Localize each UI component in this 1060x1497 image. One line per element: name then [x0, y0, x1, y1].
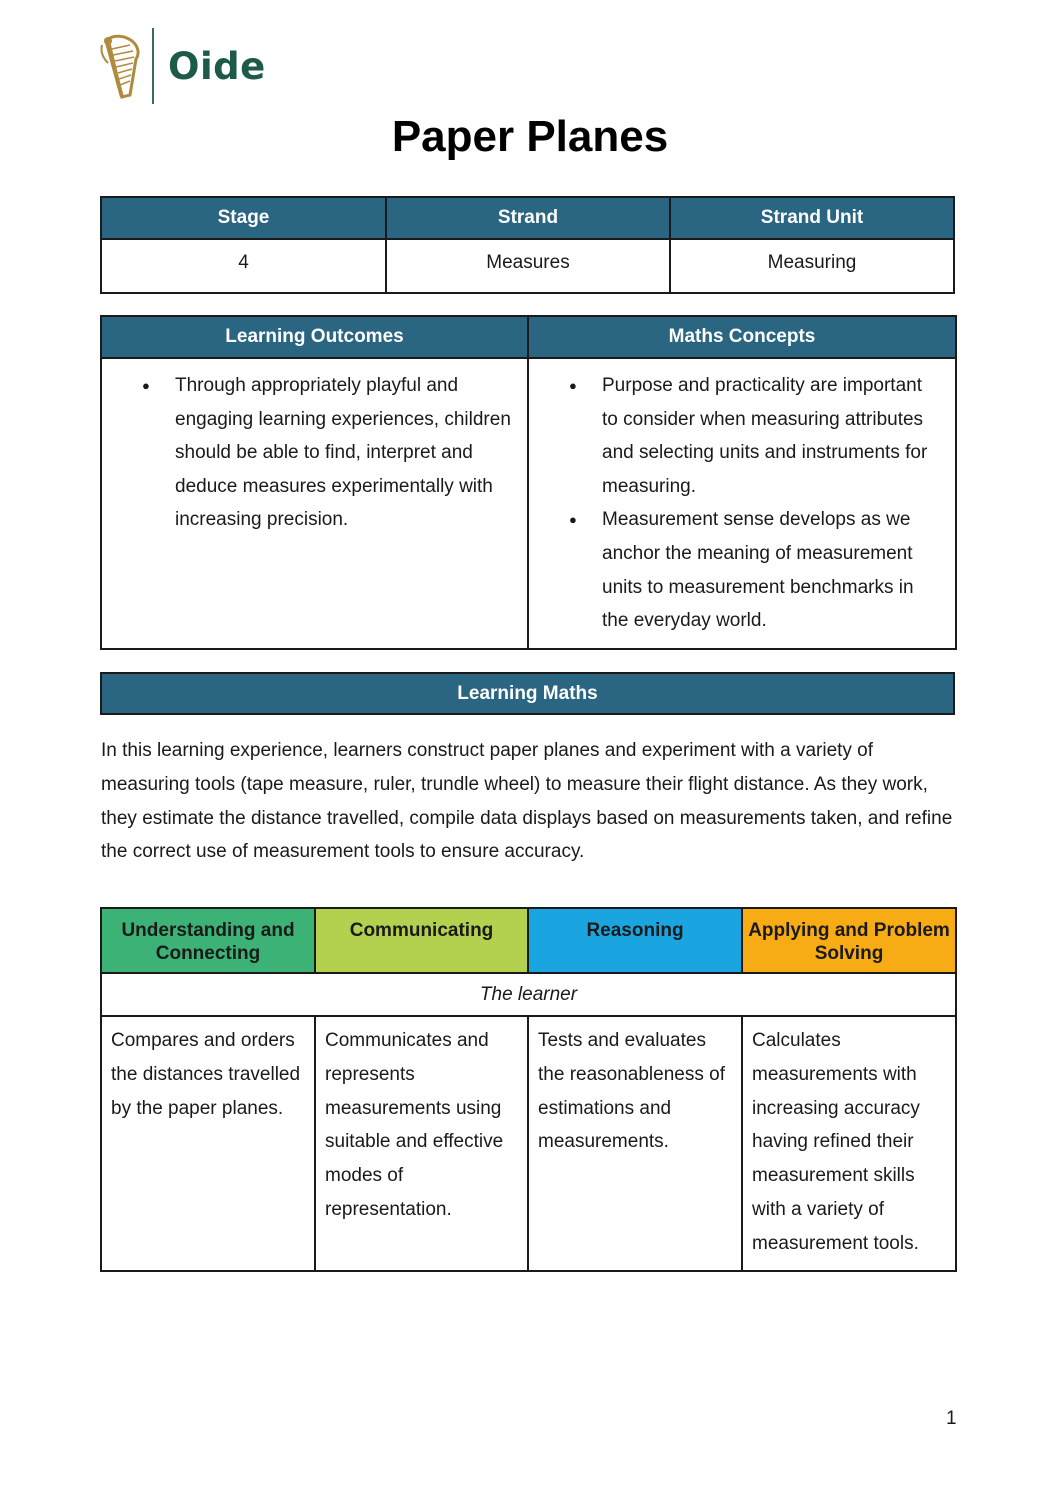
learning-outcomes-list [142, 369, 515, 537]
descriptions-row [101, 1016, 956, 1271]
learning-maths-text: In this learning experience, learners construct paper planes and experiment with a variety of measuring tools (tape measure, ruler, trundle wheel) to measure their flight distance. As they work, they estimate the distance travelled, compile data displays based on measurements taken, and refine the correct use of measurement tools to ensure accuracy. [101, 740, 953, 863]
strand-unit-value: Measuring [670, 239, 954, 293]
processes-table [100, 907, 957, 1272]
strand-header: Strand [386, 197, 670, 239]
maths-concepts-list [569, 369, 943, 638]
communicating-header: Communicating [315, 908, 528, 973]
maths-concepts-header: Maths Concepts [528, 316, 956, 358]
maths-concepts-cell [528, 358, 956, 649]
learning-maths-heading: Learning Maths [100, 672, 955, 715]
oide-logo [100, 27, 266, 105]
outcomes-header-row [101, 316, 956, 358]
applying-problem-solving-description: Calculates measurements with increasing accuracy having refined their measurement skills with a variety of measurement tools. [742, 1016, 956, 1271]
learner-row [101, 973, 956, 1016]
summary-table [100, 196, 955, 294]
learning-outcomes-cell [101, 358, 528, 649]
stage-value: 4 [101, 239, 386, 293]
learning-outcomes-header: Learning Outcomes [101, 316, 528, 358]
list-item: ● Through appropriately playful and engaging learning experiences, children should be able to find, interpret and deduce measures experimentally with increasing precision. [142, 369, 515, 537]
list-item: ● Measurement sense develops as we anchor the meaning of measurement units to measurement benchmarks in the everyday world. [569, 503, 943, 637]
summary-header-row [101, 197, 954, 239]
understanding-connecting-header: Understanding and Connecting [101, 908, 315, 973]
summary-value-row [101, 239, 954, 293]
list-item: ● Purpose and practicality are important to consider when measuring attributes and selecting units and instruments for measuring. [569, 369, 943, 503]
logo-text: Oide [168, 44, 266, 88]
stage-header: Stage [101, 197, 386, 239]
outcomes-content-row [101, 358, 956, 649]
communicating-description: Communicates and represents measurements using suitable and effective modes of representation. [315, 1016, 528, 1271]
harp-icon [100, 33, 142, 99]
outcomes-table [100, 315, 957, 650]
strand-value: Measures [386, 239, 670, 293]
page-number: 1 [946, 1408, 957, 1429]
reasoning-description: Tests and evaluates the reasonableness of estimations and measurements. [528, 1016, 742, 1271]
logo-divider [152, 28, 154, 104]
reasoning-header: Reasoning [528, 908, 742, 973]
processes-header-row [101, 908, 956, 973]
strand-unit-header: Strand Unit [670, 197, 954, 239]
applying-problem-solving-header: Applying and Problem Solving [742, 908, 956, 973]
learner-label: The learner [101, 973, 956, 1016]
understanding-connecting-description: Compares and orders the distances travelled by the paper planes. [101, 1016, 315, 1271]
page-title: Paper Planes [391, 112, 669, 161]
